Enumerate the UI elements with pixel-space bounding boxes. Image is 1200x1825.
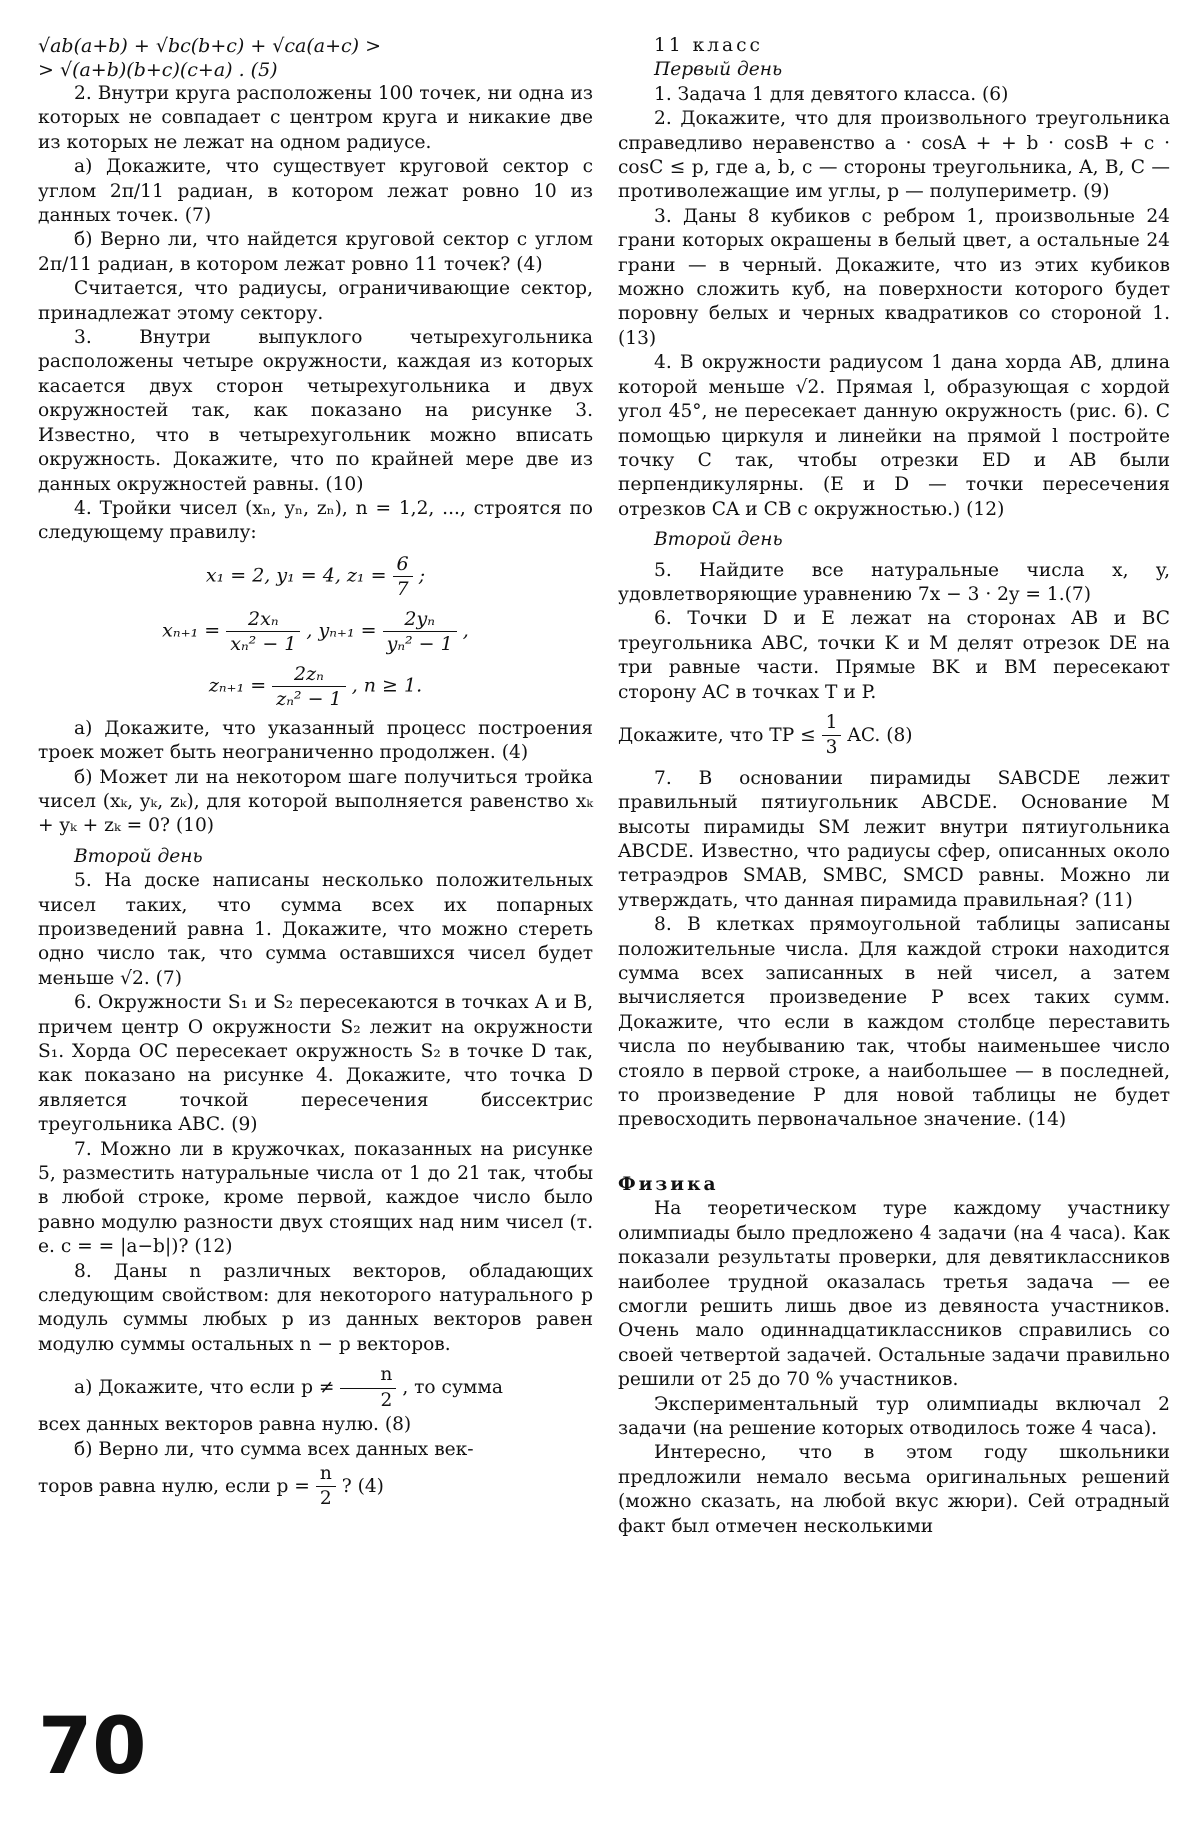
physics-para-3: Интересно, что в этом году школьники предложили немало весьма оригинальных решений (можно сказать, на любой вкус жюри). Сей отрадный факт был отмечен несколькими bbox=[618, 1442, 1170, 1537]
r-problem-3: 3. Даны 8 кубиков с ребром 1, произвольные 24 грани которых окрашены в белый цвет, а остальные 24 грани — в черный. Докажите, что из этих кубиков можно сложить куб, на поверхности которого будет поровну белых и черных квадратиков со стороной 1. (13) bbox=[618, 205, 1170, 349]
r-problem-1: 1. Задача 1 для девятого класса. (6) bbox=[654, 83, 1009, 105]
problem-8b-line1: б) Верно ли, что сумма всех данных век- bbox=[74, 1438, 474, 1460]
r-problem-8: 8. В клетках прямоугольной таблицы записаны положительные числа. Для каждой строки находится сумма всех записанных в ней чисел, а затем вычисляется произведение P всех таких сумм. Докажите, что если в каждом столбце переставить числа по неубыванию так, чтобы наименьшее число стояло в первой строке, а наибольшее — в последней, то произведение P для новой таблицы не будет превосходить первоначальное значение. (14) bbox=[618, 914, 1170, 1131]
inequality-line-2: > √(a+b)(b+c)(c+a) . (5) bbox=[38, 59, 278, 81]
fraction-y: $\frac{\text{2yₙ}}{\text{yₙ² − 1}}$ bbox=[383, 607, 457, 656]
grade-heading: 11 класс bbox=[654, 35, 763, 56]
problem-6: 6. Окружности S₁ и S₂ пересекаются в точках A и B, причем центр O окружности S₂ лежит на окружности S₁. Хорда OC пересекает окружность S₂ в точке D так, как показано на рисунке 4. Докажите, что точка D является точкой пересечения биссектрис треугольника ABC. (9) bbox=[38, 992, 593, 1136]
problem-4a: а) Докажите, что указанный процесс построения троек может быть неограниченно продолжен. (4) bbox=[38, 717, 593, 764]
fraction-z: $\frac{\text{2zₙ}}{\text{zₙ² − 1}}$ bbox=[272, 662, 345, 711]
inequality-line-1: √ab(a+b) + √bc(b+c) + √ca(a+c) > bbox=[38, 35, 382, 57]
r-problem-7: 7. В основании пирамиды SABCDE лежит правильный пятиугольник ABCDE. Основание M высоты пирамиды SM лежит внутри пятиугольника ABCDE. Известно, что радиусы сфер, описанных около тетраэдров SMAB, SMBC, SMCD равны. Можно ли утверждать, что данная пирамида правильная? (11) bbox=[618, 767, 1170, 911]
fraction-z1: $\frac{6}{7}$ bbox=[393, 552, 413, 601]
problem-4b: б) Может ли на некотором шаге получиться тройка чисел (xₖ, yₖ, zₖ), для которой выполняется равенство xₖ + yₖ + zₖ = 0? (10) bbox=[38, 766, 593, 837]
problem-3: 3. Внутри выпуклого четырехугольника расположены четыре окружности, каждая из которых касается двух сторон четырехугольника и двух окружностей так, как показано на рисунке 3. Известно, что в четырехугольник можно вписать окружность. Докажите, что по крайней мере две из данных окружностей равны. (10) bbox=[38, 327, 593, 495]
problem-2b: б) Верно ли, что найдется круговой сектор с углом 2π/11 радиан, в котором лежат ровно 11 точек? (4) bbox=[38, 229, 593, 275]
problem-8b-line2: торов равна нулю, если p = $\frac{n}{2}$ ? (4) bbox=[38, 1462, 593, 1512]
r-problem-2: 2. Докажите, что для произвольного треугольника справедливо неравенство a · cosA + + b · cosB + c · cosC ≤ p, где a, b, c — стороны треугольника, A, B, C — противолежащие им углы, p — полупериметр. (9) bbox=[618, 108, 1170, 203]
formula-recurrence-xy: xₙ₊₁ = $\frac{\text{2xₙ}}{\text{xₙ² − 1}}$ , yₙ₊₁ = $\frac{\text{2yₙ}}{\text{yₙ² − 1}}$ , bbox=[162, 607, 469, 655]
r-problem-6: 6. Точки D и E лежат на сторонах AB и BC треугольника ABC, точки K и M делят отрезок DE на три равные части. Прямые BK и BM пересекают сторону AC в точках T и P. bbox=[618, 608, 1170, 703]
right-column bbox=[618, 34, 1170, 1539]
problem-2-note: Считается, что радиусы, ограничивающие сектор, принадлежат этому сектору. bbox=[38, 278, 593, 324]
formula-initial: x₁ = 2, y₁ = 4, z₁ = $\frac{6}{7}$ ; bbox=[205, 552, 426, 600]
day-1-heading: Первый день bbox=[654, 59, 783, 81]
day-2-heading-left: Второй день bbox=[74, 845, 203, 867]
page-number: 70 bbox=[38, 1702, 147, 1792]
physics-para-2: Экспериментальный тур олимпиады включал 2 задачи (на решение которых отводилось тоже 4 часа). bbox=[618, 1393, 1170, 1439]
problem-2: 2. Внутри круга расположены 100 точек, ни одна из которых не совпадает с центром круга и никакие две из которых не лежат на одном радиусе. bbox=[38, 83, 593, 153]
problem-7: 7. Можно ли в кружочках, показанных на рисунке 5, разместить натуральные числа от 1 до 21 так, чтобы в любой строке, кроме первой, каждое число было равно модулю разности двух стоящих над ним чисел (т. е. c = = |a−b|)? (12) bbox=[38, 1138, 593, 1258]
formula-recurrence-z: zₙ₊₁ = $\frac{\text{2zₙ}}{\text{zₙ² − 1}}$ , n ≥ 1. bbox=[208, 662, 423, 710]
problem-2a: а) Докажите, что существует круговой сектор с углом 2π/11 радиан, в котором лежат ровно 10 из данных точек. (7) bbox=[38, 156, 593, 227]
problem-8a-cont: всех данных векторов равна нулю. (8) bbox=[38, 1414, 412, 1436]
r-problem-4: 4. В окружности радиусом 1 дана хорда AB, длина которой меньше √2. Прямая l, образующая с хордой угол 45°, не пересекает данную окружность (рис. 6). С помощью циркуля и линейки на прямой l постройте точку C так, чтобы отрезки ED и AB были перпендикулярны. (E и D — точки пересечения отрезков CA и CB с окружностью.) (12) bbox=[618, 352, 1170, 520]
fraction-n-over-2-b: $\frac{n}{2}$ bbox=[316, 1462, 336, 1512]
day-2-heading-right: Второй день bbox=[654, 529, 783, 551]
problem-4: 4. Тройки чисел (xₙ, yₙ, zₙ), n = 1,2, ..., строятся по следующему правилу: bbox=[38, 497, 593, 544]
physics-para-1: На теоретическом туре каждому участнику олимпиады было предложено 4 задачи (на 4 часа). Как показали результаты проверки, для девятиклассников наиболее трудной оказалась третья задача — ее смогли решить лишь двое из девяноста участников. Очень мало одиннадцатиклассников справились со своей четвертой задачей. Остальные задачи правильно решили от 25 до 70 % участников. bbox=[618, 1198, 1170, 1391]
left-column bbox=[38, 34, 593, 1512]
physics-heading: Физика bbox=[618, 1173, 719, 1195]
problem-8: 8. Даны n различных векторов, обладающих следующим свойством: для некоторого натурального p модуль суммы любых p из данных векторов равен модулю суммы остальных n − p векторов. bbox=[38, 1260, 593, 1355]
fraction-n-over-2-a: $\frac{n}{2}$ bbox=[340, 1363, 396, 1413]
r-problem-5: 5. Найдите все натуральные числа x, y, удовлетворяющие уравнению 7x − 3 · 2y = 1.(7) bbox=[618, 559, 1170, 605]
fraction-one-third: $\frac{1}{3}$ bbox=[822, 711, 842, 761]
problem-5: 5. На доске написаны несколько положительных чисел таких, что сумма всех их попарных произведений равна 1. Докажите, что можно стереть одно число так, что сумма оставшихся чисел будет меньше √2. (7) bbox=[38, 870, 593, 989]
fraction-x: $\frac{\text{2xₙ}}{\text{xₙ² − 1}}$ bbox=[226, 607, 300, 656]
problem-8a: а) Докажите, что если p ≠ $\frac{n}{2}$ , то сумма bbox=[38, 1363, 593, 1413]
r-problem-6-conclusion: Докажите, что TP ≤ $\frac{1}{3}$ AC. (8) bbox=[618, 711, 1170, 761]
